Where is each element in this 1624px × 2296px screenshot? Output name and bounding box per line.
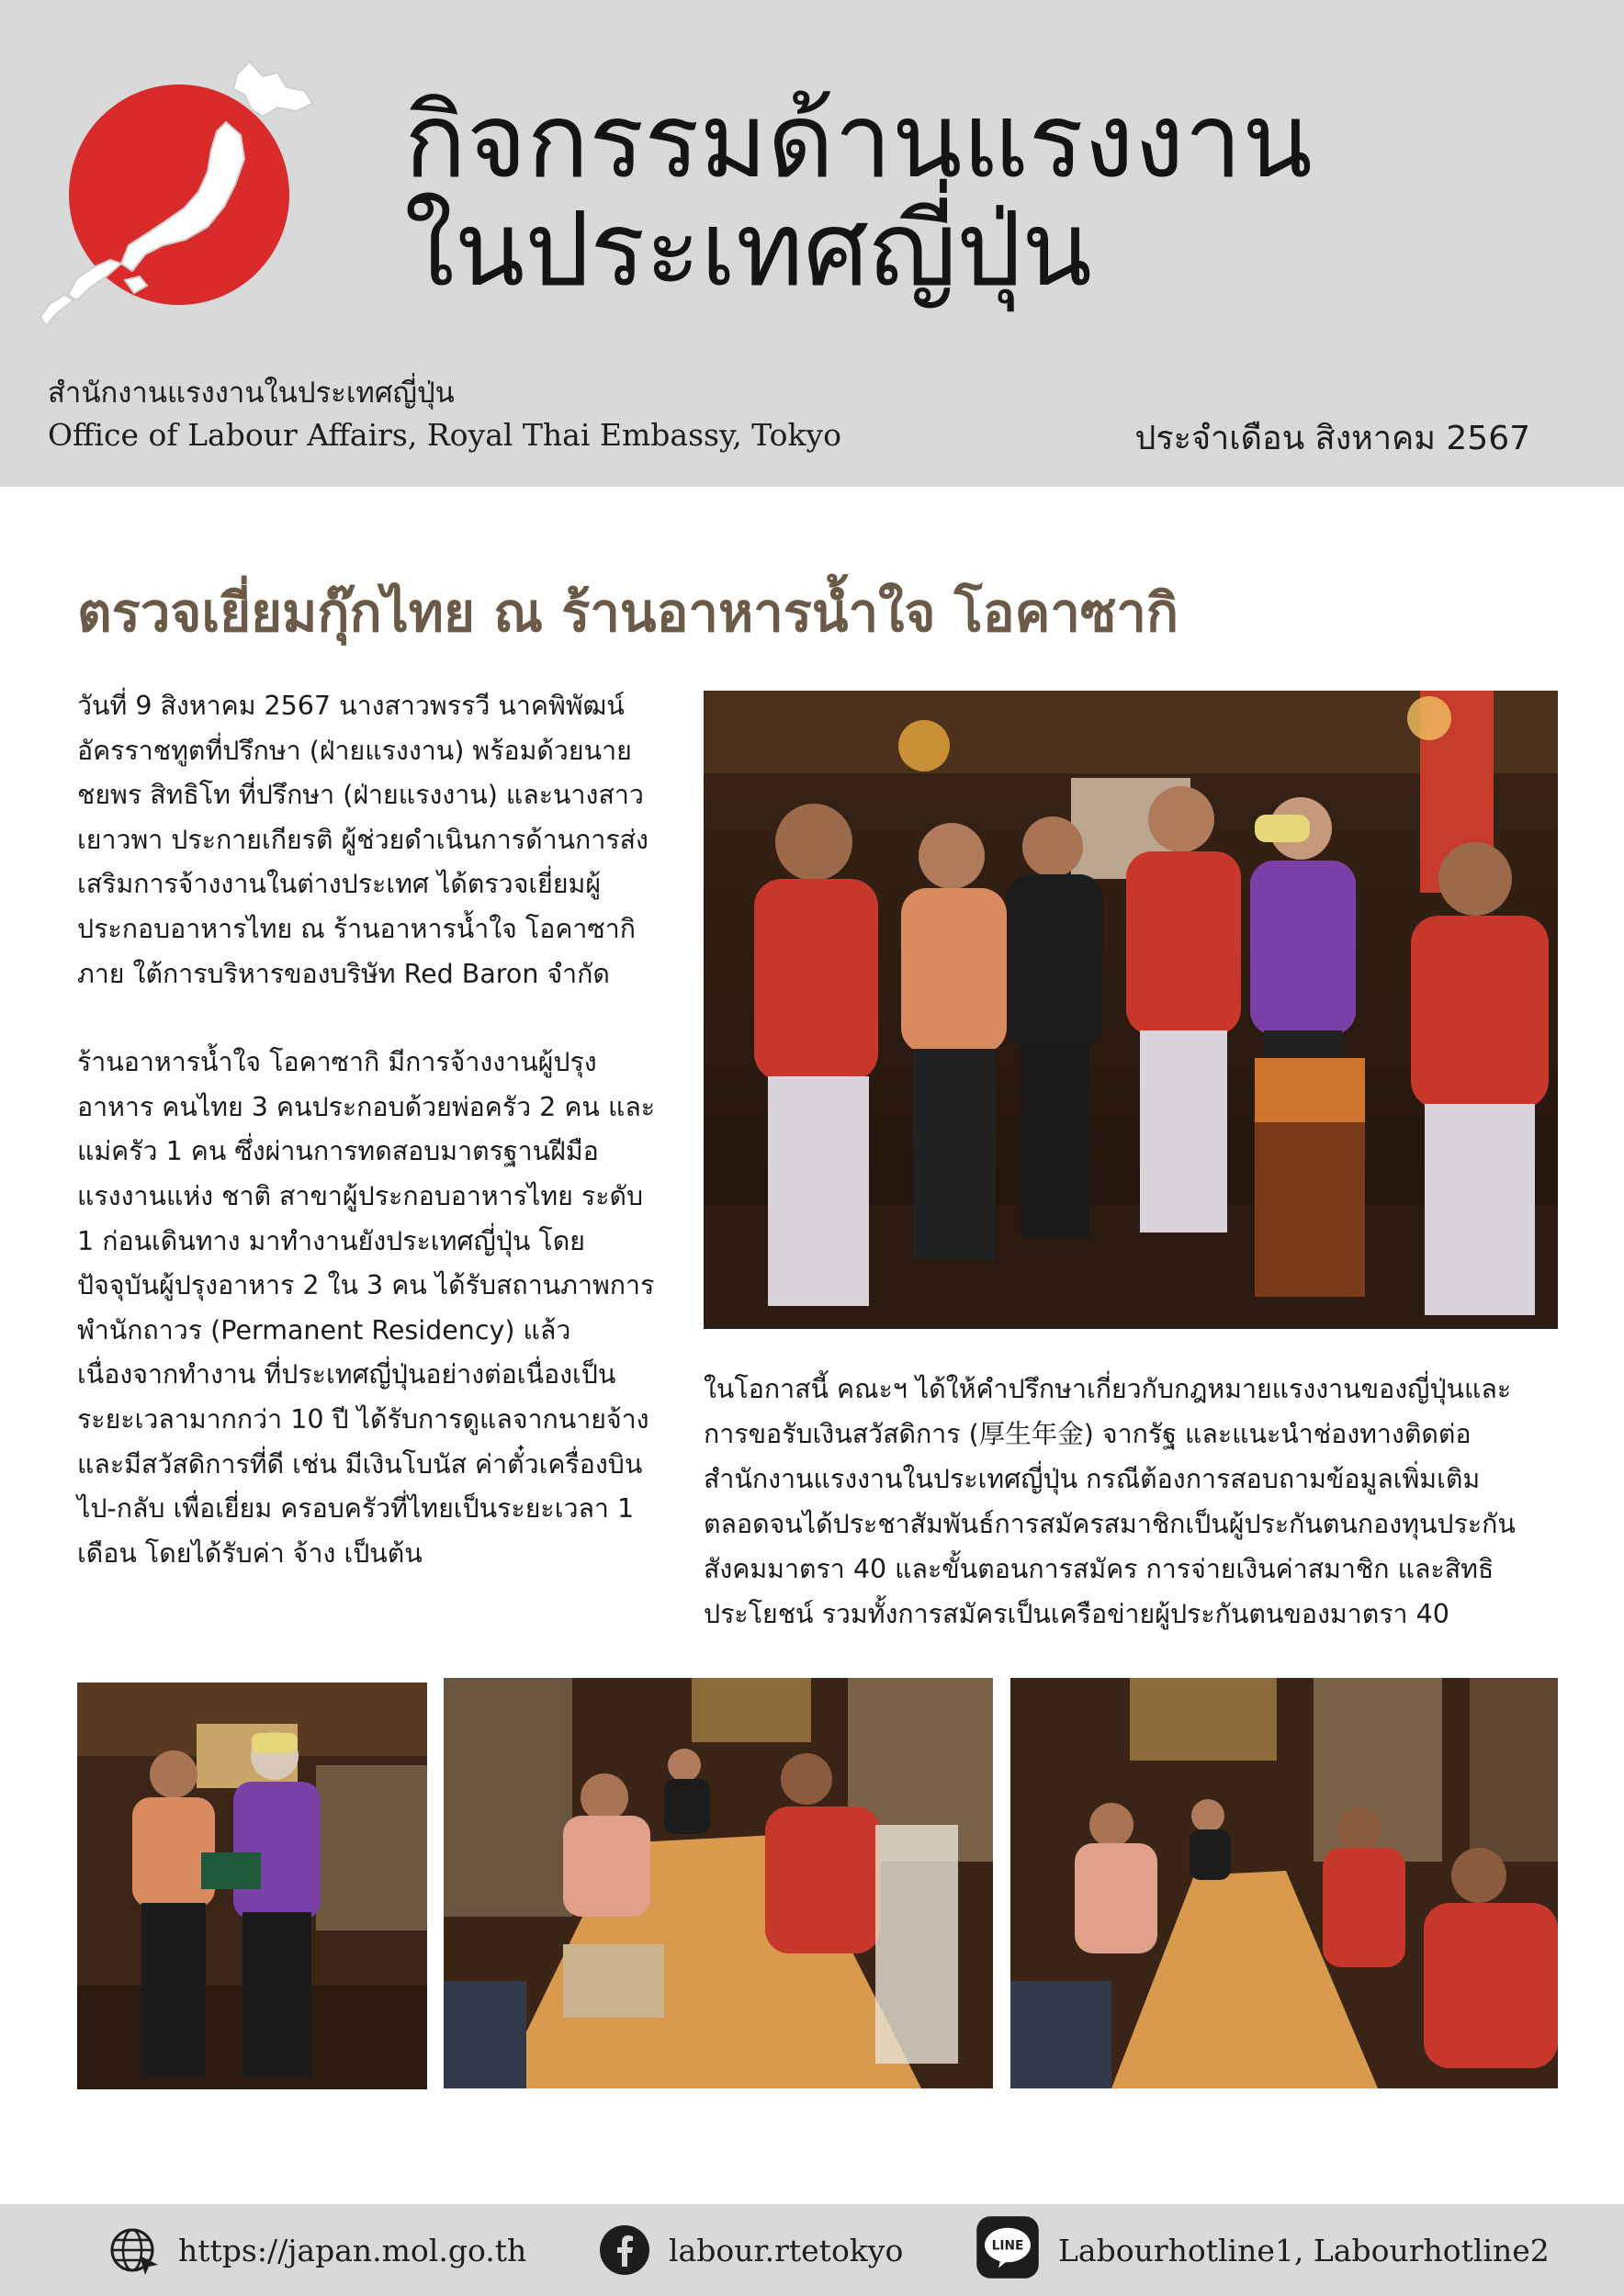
title-line-2: ในประเทศญี่ปุ่น (404, 190, 1092, 310)
office-name-thai: สำนักงานแรงงานในประเทศญี่ปุ่น (48, 377, 455, 410)
website-url: https://japan.mol.go.th (178, 2232, 527, 2268)
paragraph-visit: วันที่ 9 สิงหาคม 2567 นางสาวพรรวี นาคพิพัฒน์ อัครราชทูตที่ปรึกษา (ฝ่ายแรงงาน) พร้อมด้วยนาย ชยพร สิทธิโท ที่ปรึกษา (ฝ่ายแรงงาน) และนางสาว เยาวพา ประกายเกียรติ ผู้ช่วยดำเนินการด้านการส่ง เสริมการจ้างงานในต่างประเทศ ได้ตรวจเยี่ยมผู้ ประกอบอาหารไทย ณ ร้านอาหารน้ำใจ โอคาซากิ ภาย ใต้การบริหารของบริษัท Red Baron จำกัด (77, 691, 648, 989)
facebook-link[interactable] (599, 2224, 903, 2276)
globe-icon (108, 2224, 160, 2276)
paragraph-consultation: ในโอกาสนี้ คณะฯ ได้ให้คำปรึกษาเกี่ยวกับกฎหมายแรงงานของญี่ปุ่นและการขอรับเงินสวัสดิการ (厚生年金) จากรัฐ และแนะนำช่องทางติดต่อสำนักงานแรงงานในประเทศญี่ปุ่น กรณีต้องการสอบถามข้อมูลเพิ่มเติม ตลอดจนได้ประชาสัมพันธ์การสมัครสมาชิกเป็นผู้ประกันตนกองทุนประกันสังคมมาตรา 40 และขั้นตอนการสมัคร การจ่ายเงินค่าสมาชิก และสิทธิประโยชน์ รวมทั้งการสมัครเป็นเครือข่ายผู้ประกันตนของมาตรา 40 (704, 1374, 1516, 1629)
article-headline: ตรวจเยี่ยมกุ๊กไทย ณ ร้านอาหารน้ำใจ โอคาซากิ (77, 581, 1179, 644)
website-link[interactable] (108, 2224, 526, 2276)
line-link[interactable] (976, 2224, 1550, 2276)
article-left-column (77, 684, 665, 1576)
line-icon (976, 2215, 1040, 2279)
article-right-column (704, 1367, 1549, 1637)
footer-contacts (0, 2204, 1624, 2296)
issue-date: ประจำเดือน สิงหาคม 2567 (1134, 420, 1530, 457)
title-line-1: กิจกรรมด้านแรงงาน (404, 82, 1313, 201)
photo-meeting-table (444, 1678, 993, 2088)
facebook-icon (599, 2224, 650, 2276)
photo-gift-handover (77, 1683, 427, 2089)
main-group-photo (704, 691, 1558, 1329)
facebook-page: labour.rtetokyo (669, 2232, 904, 2268)
office-name-english: Office of Labour Affairs, Royal Thai Embassy, Tokyo (48, 417, 842, 453)
photo-group-seated (1010, 1678, 1558, 2088)
svg-text:LINE: LINE (991, 2238, 1024, 2253)
paragraph-employment: ร้านอาหารน้ำใจ โอคาซากิ มีการจ้างงานผู้ปรุงอาหาร คนไทย 3 คนประกอบด้วยพ่อครัว 2 คน และแม่ครัว 1 คน ซึ่งผ่านการทดสอบมาตรฐานฝีมือแรงงานแห่ง ชาติ สาขาผู้ประกอบอาหารไทย ระดับ 1 ก่อนเดินทาง มาทำงานยังประเทศญี่ปุ่น โดยปัจจุบันผู้ปรุงอาหาร 2 ใน 3 คน ได้รับสถานภาพการพำนักถาวร (Permanent Residency) แล้ว เนื่องจากทำงาน ที่ประเทศญี่ปุ่นอย่างต่อเนื่องเป็นระยะเวลามากกว่า 10 ปี ได้รับการดูแลจากนายจ้างและมีสวัสดิการที่ดี เช่น มีเงินโบนัส ค่าตั๋วเครื่องบินไป-กลับ เพื่อเยี่ยม ครอบครัวที่ไทยเป็นระยะเวลา 1 เดือน โดยได้รับค่า จ้าง เป็นต้น (77, 1047, 656, 1569)
line-accounts: Labourhotline1, Labourhotline2 (1058, 2232, 1550, 2268)
page-title (404, 82, 1580, 310)
japan-map-red-sun-icon (37, 51, 321, 326)
header-banner (0, 0, 1624, 487)
